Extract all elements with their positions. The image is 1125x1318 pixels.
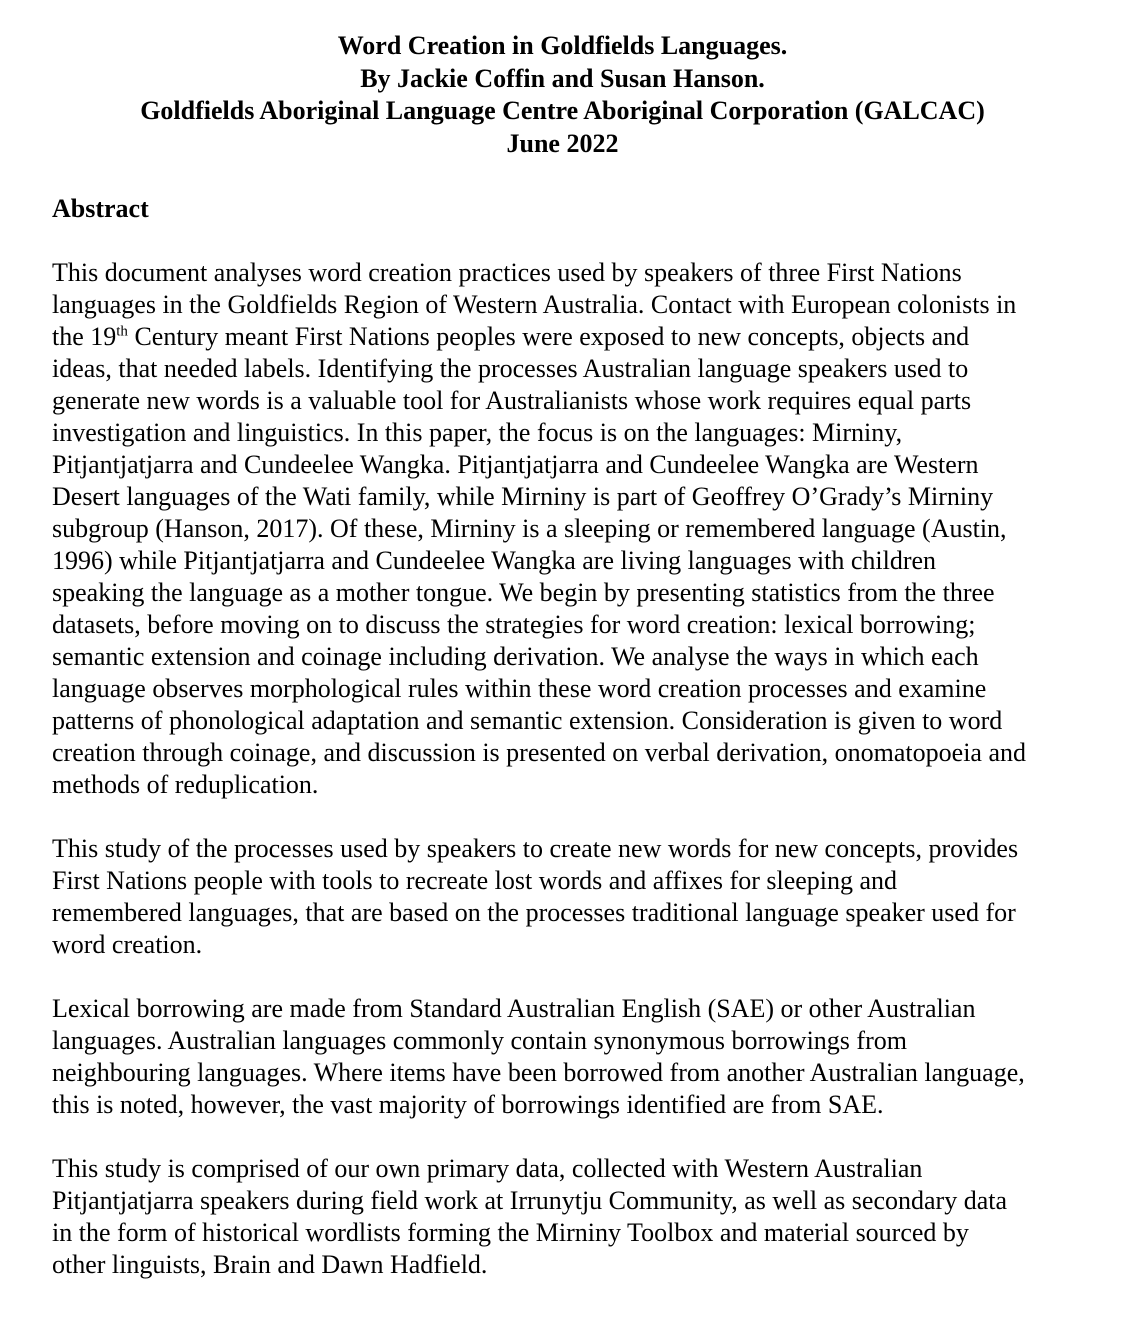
abstract-paragraph-3 [52,993,1099,1121]
text-line: this is noted, however, the vast majority of borrowings identified are from SAE. [52,1090,884,1119]
text-line: language observes morphological rules within these word creation processes and examine [52,674,987,703]
text-line: Pitjantjatjarra speakers during field work at Irrunytju Community, as well as secondary data [52,1186,1007,1215]
text-line: generate new words is a valuable tool for Australianists whose work requires equal parts [52,386,972,415]
title-block [52,30,1099,160]
text-line: neighbouring languages. Where items have been borrowed from another Australian language, [52,1058,1025,1087]
abstract-paragraph-4 [52,1153,1099,1281]
text-line: investigation and linguistics. In this paper, the focus is on the languages: Mirniny, [52,418,903,447]
text-line: methods of reduplication. [52,770,319,799]
abstract-paragraph-2 [52,833,1099,961]
text-line [52,321,1099,353]
text-line: languages. Australian languages commonly contain synonymous borrowings from [52,1026,907,1055]
text-line: ideas, that needed labels. Identifying the processes Australian language speakers used to [52,354,969,383]
abstract-heading: Abstract [52,194,149,223]
text-line: in the form of historical wordlists forming the Mirniny Toolbox and material sourced by [52,1218,969,1247]
text-line: This study of the processes used by speakers to create new words for new concepts, provides [52,834,1019,863]
text-line: Pitjantjatjarra and Cundeelee Wangka. Pitjantjatjarra and Cundeelee Wangka are Western [52,450,979,479]
text-line: subgroup (Hanson, 2017). Of these, Mirniny is a sleeping or remembered language (Austin, [52,514,1007,543]
text-line: patterns of phonological adaptation and semantic extension. Consideration is given to word [52,706,1003,735]
text-line: Lexical borrowing are made from Standard Australian English (SAE) or other Australian [52,994,976,1023]
paper-organization: Goldfields Aboriginal Language Centre Aboriginal Corporation (GALCAC) [140,96,985,125]
paper-authors: By Jackie Coffin and Susan Hanson. [360,63,765,93]
text-fragment: the 19 [52,322,117,351]
text-line: Desert languages of the Wati family, while Mirniny is part of Geoffrey O’Grady’s Mirniny [52,482,994,511]
text-line: This document analyses word creation practices used by speakers of three First Nations [52,258,962,287]
paper-title: Word Creation in Goldfields Languages. [337,31,788,60]
text-line: semantic extension and coinage including derivation. We analyse the ways in which each [52,642,979,671]
text-line: remembered languages, that are based on the processes traditional language speaker used for [52,898,1016,927]
text-line: word creation. [52,930,203,959]
text-line: This study is comprised of our own primary data, collected with Western Australian [52,1154,923,1183]
abstract-paragraph-1 [52,257,1099,801]
superscript: th [116,323,128,340]
text-line: other linguists, Brain and Dawn Hadfield. [52,1250,488,1279]
text-line: 1996) while Pitjantjatjarra and Cundeelee Wangka are living languages with children [52,546,937,575]
text-line: speaking the language as a mother tongue. We begin by presenting statistics from the three [52,578,995,607]
paper-date: June 2022 [506,128,619,158]
text-line: languages in the Goldfields Region of Western Australia. Contact with European colonists in [52,290,1017,319]
text-line: creation through coinage, and discussion is presented on verbal derivation, onomatopoeia and [52,738,1026,767]
text-line: datasets, before moving on to discuss the strategies for word creation: lexical borrowing; [52,610,976,639]
text-line: First Nations people with tools to recreate lost words and affixes for sleeping and [52,866,898,895]
text-fragment: Century meant First Nations peoples were exposed to new concepts, objects and [127,322,970,351]
